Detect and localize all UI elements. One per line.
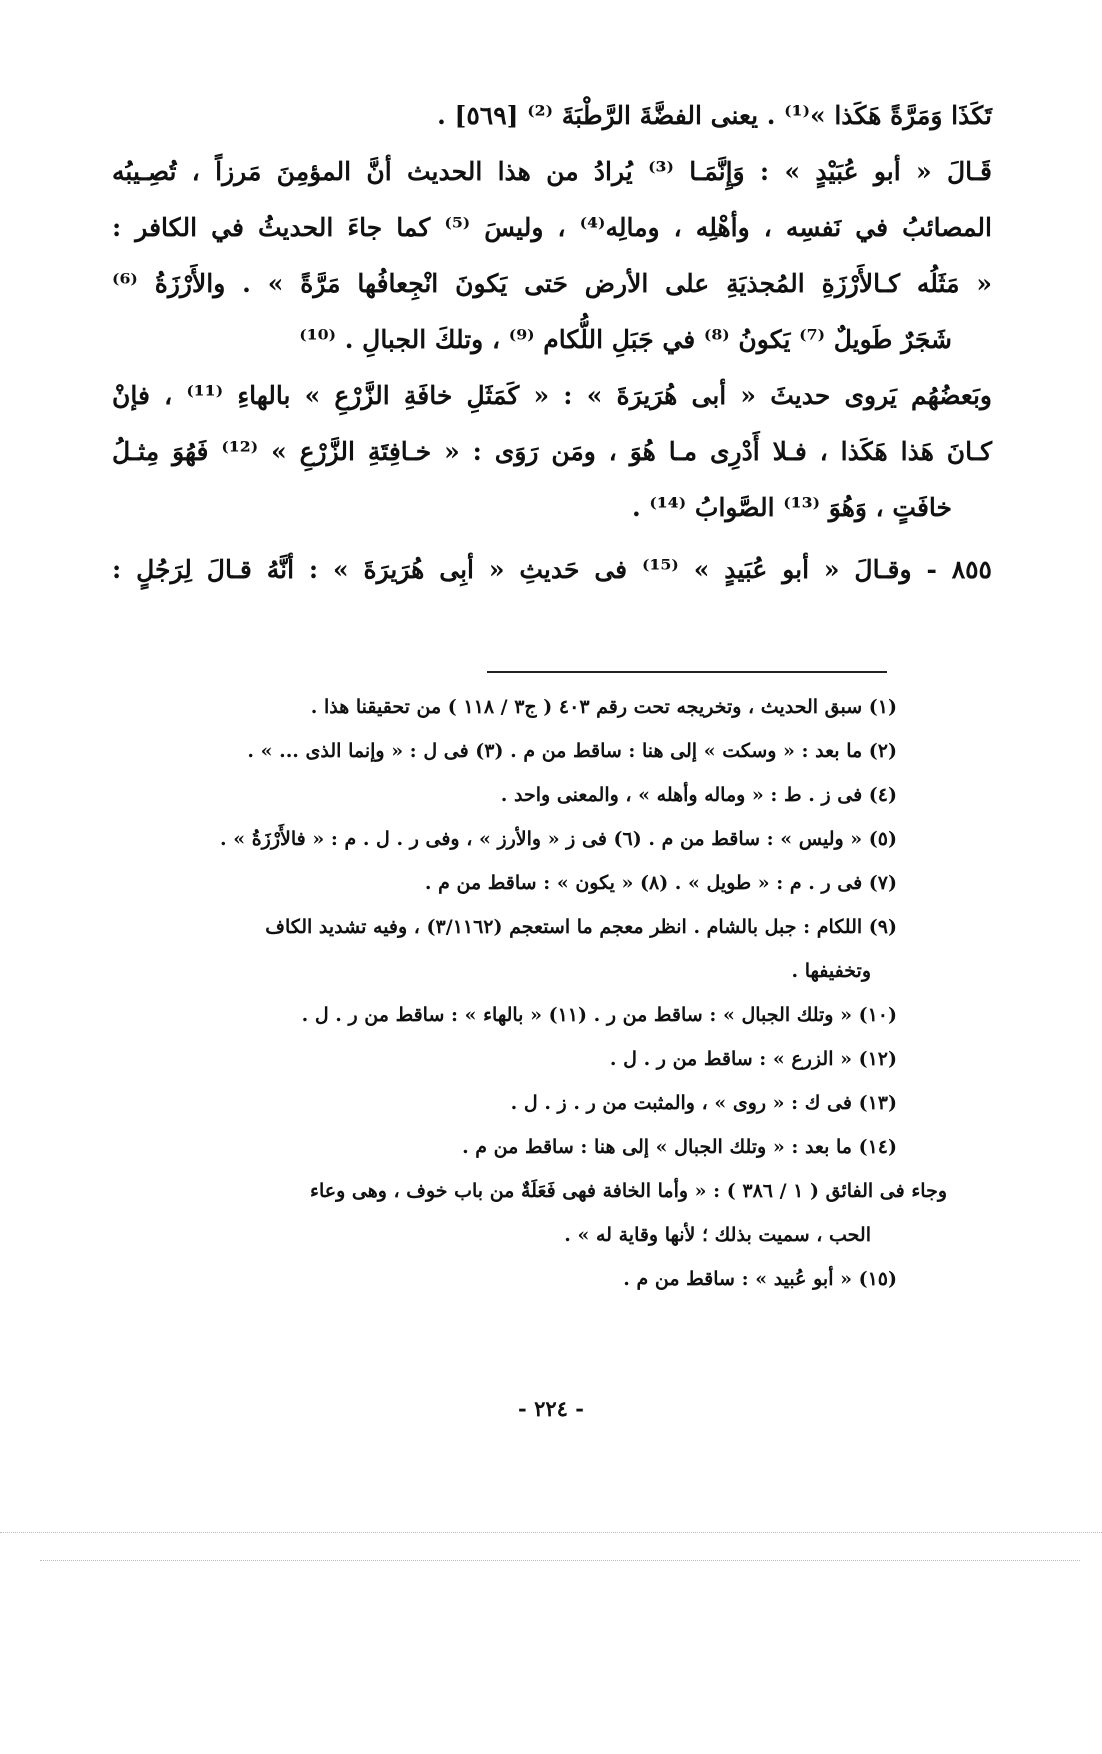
footnote: (١٠) « وتلك الجبال » : ساقط من ر . (١١) « بالهاء » : ساقط من ر . ل . [301, 1004, 897, 1026]
text-line: « مَثَلُه كـالأَرْزَةِ المُجذيَةِ على الأرض حَتى يَكونَ انْجِعافُها مَرَّةً » . والأَرْزَةُ ⁽⁶⁾ [112, 269, 992, 298]
footnotes [112, 694, 947, 1310]
footnote: (٧) فى ر . م : « طويل » . (٨) « يكون » : ساقط من م . [424, 872, 897, 894]
footnote: (٩) اللكام : جبل بالشام . انظر معجم ما استعجم (٣/١١٦٢) ، وفيه تشديد الكاف [265, 916, 897, 938]
footnote-continuation: الحب ، سميت بذلك ؛ لأنها وقاية له » . [564, 1224, 871, 1246]
footnote: (٥) « وليس » : ساقط من م . (٦) فى ز « والأرز » ، وفى ر . ل . م : « فالأَرْزَةُ » . [219, 828, 897, 850]
text-line: خافَتٍ ، وَهُوَ ⁽¹³⁾ الصَّوابُ ⁽¹⁴⁾ . [632, 493, 952, 522]
scan-artifact [40, 1560, 1080, 1561]
footnote-separator [487, 671, 887, 673]
text-line: تَكَذَا وَمَرَّةً هَكَذا »⁽¹⁾ . يعنى الفضَّةَ الرَّطْبَةَ ⁽²⁾ [٥٦٩] . [437, 101, 992, 130]
footnote: (١) سبق الحديث ، وتخريجه تحت رقم ٤٠٣ ( ج٣ / ١١٨ ) من تحقيقنا هذا . [310, 696, 897, 718]
text-line: المصائبُ في نَفسِه ، وأهْلِه ، ومالِه⁽⁴⁾ ، وليسَ ⁽⁵⁾ كما جاءَ الحديثُ في الكافر : [112, 213, 992, 242]
text-line: شَجَرٌ طَويلٌ ⁽⁷⁾ يَكونُ ⁽⁸⁾ في جَبَلِ اللُّكام ⁽⁹⁾ ، وتلكَ الجبالِ . ⁽¹⁰⁾ [299, 325, 952, 354]
footnote: (١٢) « الزرع » : ساقط من ر . ل . [609, 1048, 897, 1070]
scan-artifact [0, 1532, 1102, 1533]
text-line: قَـالَ « أبو عُبَيْدٍ » : وَإِنَّمَـا ⁽³⁾ يُرادُ من هذا الحديث أنَّ المؤمِنَ مَرزاً ، تُصِـيبُه [112, 157, 993, 186]
footnote: (١٣) فى ك : « روى » ، والمثبت من ر . ز . ل . [510, 1092, 897, 1114]
footnote-continuation: وتخفيفها . [791, 960, 871, 982]
text-line: ٨٥٥ - وقـالَ « أبو عُبَيدٍ » ⁽¹⁵⁾ فى حَديثِ « أبِى هُرَيرَةَ » : أنَّهُ قـالَ لِرَجُلٍ : [112, 555, 992, 584]
footnote: (٢) ما بعد : « وسكت » إلى هنا : ساقط من م . (٣) فى ل : « وإنما الذى ... » . [247, 740, 897, 762]
page-number: - ٢٢٤ - [518, 1396, 584, 1421]
footnote: (١٥) « أبو عُبيد » : ساقط من م . [623, 1268, 897, 1290]
main-text [112, 100, 992, 610]
text-line: وبَعضُهُم يَروى حديثَ « أبى هُرَيرَةَ » : « كَمَثَلِ خافَةِ الزَّرْعِ » بالهاءِ ⁽¹¹⁾ ، فإنْ [112, 381, 992, 410]
footnote-note: وجاء فى الفائق ( ١ / ٣٨٦ ) : « وأما الخافة فهى فَعَلَةٌ من باب خوف ، وهى وعاء [310, 1180, 947, 1202]
text-line: كـانَ هَذا هَكَذا ، فـلا أَدْرِى مـا هُوَ ، ومَن رَوَى : « خـافِتَةِ الزَّرْعِ » ⁽¹²⁾ فَهُوَ مِثـلُ [112, 437, 992, 466]
footnote: (٤) فى ز . ط : « وماله وأهله » ، والمعنى واحد . [500, 784, 897, 806]
footnote: (١٤) ما بعد : « وتلك الجبال » إلى هنا : ساقط من م . [462, 1136, 897, 1158]
